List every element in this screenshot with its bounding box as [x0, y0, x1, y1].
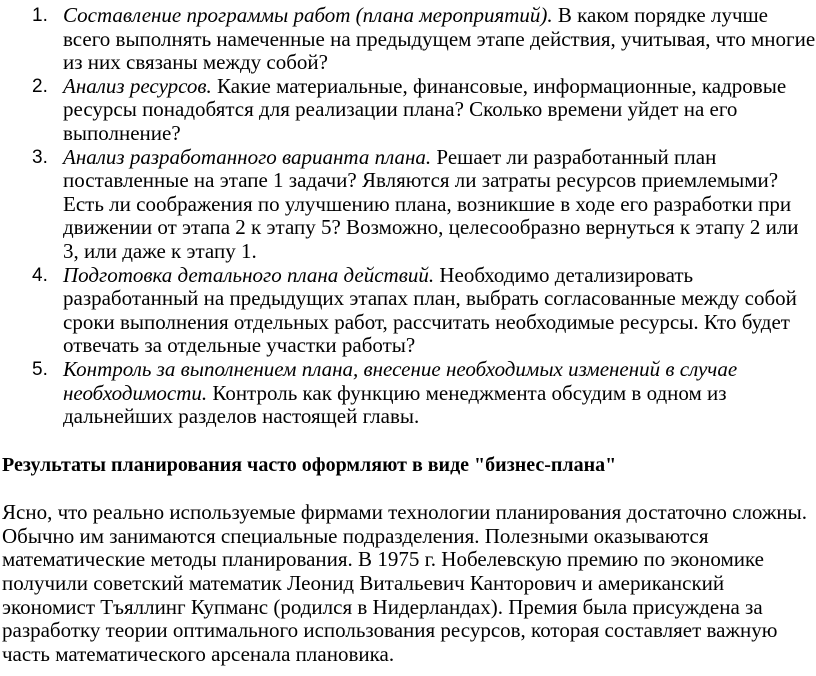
section-heading: Результаты планирования часто оформляют в виде "бизнес-плана": [2, 453, 617, 476]
list-item-step-3: [2, 146, 816, 264]
step-text: Необходимо детализировать разработанный на предыдущих этапах план, выбрать согласованные между собой сроки выполнения отдельных работ, рассчитать необходимые ресурсы. Кто будет отвечать за отдельные участки работы?: [63, 262, 797, 358]
step-text: Контроль как функцию менеджмента обсудим в одном из дальнейших разделов настоящей главы.: [63, 380, 727, 429]
step-title: Контроль за выполнением плана, внесение необходимых изменений в случае необходимости.: [63, 356, 738, 405]
step-title: Анализ ресурсов.: [63, 73, 212, 98]
step-text: В каком порядке лучше всего выполнять намеченные на предыдущем этапе действия, учитывая, что многие из них связаны между собой?: [63, 3, 816, 75]
list-number: 2.: [32, 75, 48, 97]
body-paragraph: Ясно, что реально используемые фирмами технологии планирования достаточно сложны. Обычно им занимаются специальные подразделения. Полезными оказываются математические методы планирования. В 1975 г. Нобелевскую премию по экономике получили советский математик Леонид Витальевич Канторович и американский экономист Тъяллинг Купманс (родился в Нидерландах). Премия была присуждена за разработку теории оптимального использования ресурсов, которая составляет важную часть математического арсенала плановика.: [2, 500, 808, 666]
list-item-step-4: [2, 264, 816, 358]
list-number: 1.: [32, 5, 48, 26]
step-title: Составление программы работ (плана мероприятий).: [63, 3, 553, 27]
planning-steps-list: [2, 4, 816, 429]
step-text: Какие материальные, финансовые, информационные, кадровые ресурсы понадобятся для реализации плана? Сколько времени уйдет на его выполнение?: [63, 73, 787, 145]
list-number: 4.: [32, 264, 48, 286]
list-item-step-2: [2, 75, 816, 146]
list-number: 3.: [32, 146, 48, 168]
list-number: 5.: [32, 358, 48, 380]
step-title: Подготовка детального плана действий.: [63, 262, 435, 287]
step-title: Анализ разработанного варианта плана.: [63, 144, 432, 169]
list-item-step-1: [2, 4, 816, 75]
step-text: Решает ли разработанный план поставленные на этапе 1 задачи? Являются ли затраты ресурсов приемлемыми? Есть ли соображения по улучшению плана, возникшие в ходе его разработки при движении от этапа 2 к этапу 5? Возможно, целесообразно вернуться к этапу 2 или 3, или даже к этапу 1.: [63, 144, 799, 263]
list-item-step-5: [2, 358, 816, 429]
